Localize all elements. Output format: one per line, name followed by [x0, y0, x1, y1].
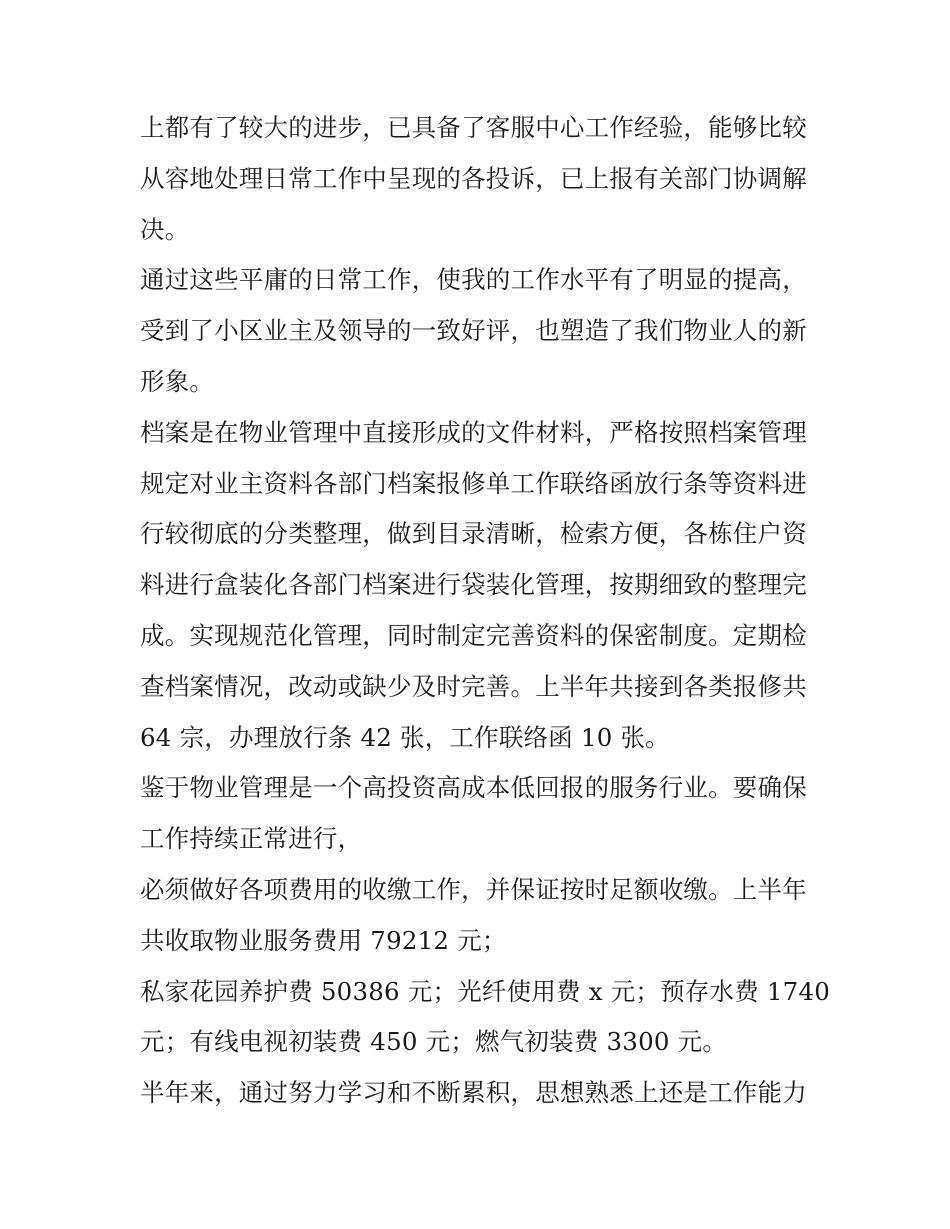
- text-line: 64 宗，办理放行条 42 张，工作联络函 10 张。: [140, 722, 670, 752]
- text-line: 鉴于物业管理是一个高投资高成本低回报的服务行业。要确保: [140, 773, 807, 803]
- document-body: [140, 103, 831, 1119]
- text-line: 成。实现规范化管理，同时制定完善资料的保密制度。定期检: [140, 620, 807, 650]
- text-line: 通过这些平庸的日常工作，使我的工作水平有了明显的提高，: [140, 265, 807, 295]
- text-line: 工作持续正常进行，: [140, 824, 363, 854]
- text-line: 私家花园养护费 50386 元；光纤使用费 x 元；预存水费 1740: [140, 976, 831, 1006]
- text-line: 料进行盒装化各部门档案进行袋装化管理，按期细致的整理完: [140, 570, 807, 600]
- text-line: 档案是在物业管理中直接形成的文件材料，严格按照档案管理: [140, 417, 807, 447]
- text-line: 行较彻底的分类整理，做到目录清晰，检索方便，各栋住户资: [140, 519, 807, 549]
- text-line: 决。: [140, 214, 190, 244]
- text-line: 上都有了较大的进步，已具备了客服中心工作经验，能够比较: [140, 113, 807, 142]
- text-line: 查档案情况，改动或缺少及时完善。上半年共接到各类报修共: [140, 671, 807, 701]
- text-line: 形象。: [140, 366, 215, 396]
- text-line: 元；有线电视初装费 450 元；燃气初装费 3300 元。: [140, 1027, 728, 1057]
- text-line: 必须做好各项费用的收缴工作，并保证按时足额收缴。上半年: [140, 874, 807, 904]
- text-line: 共收取物业服务费用 79212 元；: [140, 925, 507, 955]
- text-line: 规定对业主资料各部门档案报修单工作联络函放行条等资料进: [140, 468, 807, 498]
- text-line: 从容地处理日常工作中呈现的各投诉，已上报有关部门协调解: [140, 163, 807, 193]
- text-line: 半年来，通过努力学习和不断累积，思想熟悉上还是工作能力: [140, 1078, 807, 1108]
- text-line: 受到了小区业主及领导的一致好评，也塑造了我们物业人的新: [140, 316, 807, 346]
